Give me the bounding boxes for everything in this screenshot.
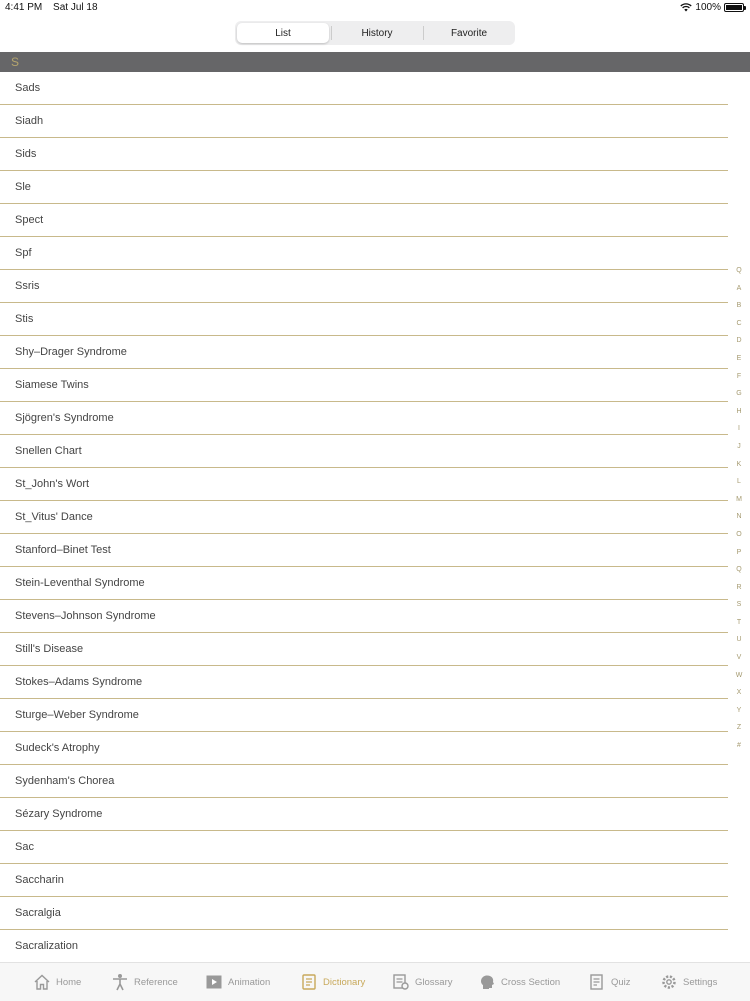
status-time: 4:41 PM	[5, 2, 43, 13]
index-letter[interactable]: #	[737, 742, 741, 750]
dictionary-list	[0, 72, 728, 963]
index-letter[interactable]: M	[736, 495, 742, 503]
list-item[interactable]	[0, 435, 728, 468]
index-letter[interactable]: T	[736, 618, 742, 626]
tab-home[interactable]	[33, 963, 81, 1001]
list-item-label: Sacralgia	[15, 907, 61, 919]
dictionary-icon	[300, 973, 318, 991]
list-item[interactable]	[0, 897, 728, 930]
index-letter[interactable]: G	[736, 390, 742, 398]
segment-list[interactable]: List	[237, 23, 329, 43]
index-letter[interactable]: E	[736, 354, 742, 362]
list-item[interactable]	[0, 105, 728, 138]
index-letter[interactable]: W	[735, 671, 743, 679]
list-item-label: Sturge–Weber Syndrome	[15, 709, 139, 721]
tab-label: Home	[56, 976, 82, 988]
segment-favorite[interactable]: Favorite	[423, 21, 515, 45]
list-item-label: Spect	[15, 214, 44, 226]
list-item-label: Shy–Drager Syndrome	[15, 346, 127, 358]
list-item-label: Sac	[15, 841, 34, 853]
list-item[interactable]	[0, 72, 728, 105]
tab-label: Settings	[683, 976, 718, 988]
tab-settings[interactable]	[660, 963, 717, 1001]
home-icon	[33, 973, 51, 991]
list-item-label: Sézary Syndrome	[15, 808, 103, 820]
list-item[interactable]	[0, 468, 728, 501]
list-item-label: Siadh	[15, 115, 44, 127]
index-letter[interactable]: K	[736, 460, 742, 468]
list-item-label: Stis	[15, 313, 34, 325]
list-item-label: St_John's Wort	[15, 478, 90, 490]
index-letter[interactable]: J	[737, 442, 741, 450]
list-item[interactable]	[0, 699, 728, 732]
status-bar	[0, 0, 750, 16]
status-date: Sat Jul 18	[53, 2, 98, 13]
tab-animation[interactable]	[205, 963, 270, 1001]
section-letter: S	[11, 55, 20, 69]
index-letter[interactable]: D	[736, 337, 742, 345]
list-item-label: Saccharin	[15, 874, 64, 886]
tab-label: Dictionary	[323, 976, 366, 988]
tab-label: Quiz	[611, 976, 631, 988]
list-item[interactable]	[0, 501, 728, 534]
list-item[interactable]	[0, 666, 728, 699]
list-item-label: Ssris	[15, 280, 40, 292]
list-item-label: Stokes–Adams Syndrome	[15, 676, 143, 688]
body-icon	[111, 973, 129, 991]
list-item[interactable]	[0, 336, 728, 369]
tab-dictionary[interactable]	[300, 963, 365, 1001]
list-item-label: St_Vitus' Dance	[15, 511, 93, 523]
list-item-label: Stevens–Johnson Syndrome	[15, 610, 156, 622]
list-item[interactable]	[0, 369, 728, 402]
index-letter[interactable]: F	[736, 372, 742, 380]
list-item[interactable]	[0, 633, 728, 666]
index-letter[interactable]: B	[736, 302, 742, 310]
tab-label: Animation	[228, 976, 271, 988]
list-item-label: Sle	[15, 181, 31, 193]
index-letter[interactable]: P	[736, 548, 742, 556]
list-item[interactable]	[0, 303, 728, 336]
list-item[interactable]	[0, 534, 728, 567]
wifi-icon	[680, 3, 692, 12]
gear-icon	[660, 973, 678, 991]
list-item[interactable]	[0, 930, 728, 963]
list-item[interactable]	[0, 567, 728, 600]
list-item-label: Spf	[15, 247, 32, 259]
tab-quiz[interactable]	[588, 963, 631, 1001]
index-letter[interactable]: R	[736, 583, 742, 591]
index-letter[interactable]: S	[736, 601, 742, 609]
list-item[interactable]	[0, 270, 728, 303]
list-item[interactable]	[0, 237, 728, 270]
index-letter[interactable]: A	[736, 284, 742, 292]
list-item-label: Sads	[15, 82, 41, 94]
tab-label: Glossary	[415, 976, 453, 988]
index-letter[interactable]: U	[736, 636, 742, 644]
battery-percent: 100%	[695, 2, 721, 13]
list-item-label: Stein-Leventhal Syndrome	[15, 577, 145, 589]
list-item[interactable]	[0, 138, 728, 171]
section-header	[0, 52, 750, 72]
index-letter[interactable]: Q	[736, 267, 742, 274]
list-item[interactable]	[0, 732, 728, 765]
alphabet-index	[730, 266, 748, 759]
index-letter[interactable]: I	[738, 425, 740, 433]
glossary-icon	[392, 973, 410, 991]
tab-glossary[interactable]	[392, 963, 452, 1001]
tab-cross-section[interactable]	[478, 963, 560, 1001]
list-item-label: Snellen Chart	[15, 445, 82, 457]
list-item-label: Sids	[15, 148, 37, 160]
list-item[interactable]	[0, 864, 728, 897]
tab-reference[interactable]	[111, 963, 178, 1001]
view-segmented-control	[235, 21, 515, 45]
play-icon	[205, 973, 223, 991]
index-letter[interactable]: Q	[736, 566, 742, 574]
list-item-label: Siamese Twins	[15, 379, 89, 391]
list-item[interactable]	[0, 831, 728, 864]
list-item[interactable]	[0, 204, 728, 237]
list-item[interactable]	[0, 765, 728, 798]
list-item-label: Sudeck's Atrophy	[15, 742, 100, 754]
list-item-label: Still's Disease	[15, 643, 84, 655]
list-item-label: Stanford–Binet Test	[15, 544, 111, 556]
index-letter[interactable]: L	[737, 478, 741, 486]
list-item[interactable]	[0, 600, 728, 633]
quiz-icon	[588, 973, 606, 991]
list-item-label: Sydenham's Chorea	[15, 775, 115, 787]
index-letter[interactable]: H	[736, 407, 742, 415]
list-item[interactable]	[0, 402, 728, 435]
tab-label: Cross Section	[501, 976, 561, 988]
index-letter[interactable]: Z	[736, 724, 742, 732]
index-letter[interactable]: O	[736, 530, 742, 538]
segment-history[interactable]: History	[331, 21, 423, 45]
index-letter[interactable]: N	[736, 513, 742, 521]
index-letter[interactable]: V	[736, 654, 742, 662]
index-letter[interactable]: C	[736, 319, 742, 327]
list-item-label: Sacralization	[15, 940, 78, 952]
index-letter[interactable]: X	[736, 689, 742, 697]
list-item-label: Sjögren's Syndrome	[15, 412, 114, 424]
head-icon	[478, 973, 496, 991]
battery-icon	[724, 3, 744, 12]
tab-label: Reference	[134, 976, 178, 988]
list-item[interactable]	[0, 798, 728, 831]
list-item[interactable]	[0, 171, 728, 204]
tab-bar	[0, 962, 750, 1001]
index-letter[interactable]: Y	[736, 706, 742, 714]
